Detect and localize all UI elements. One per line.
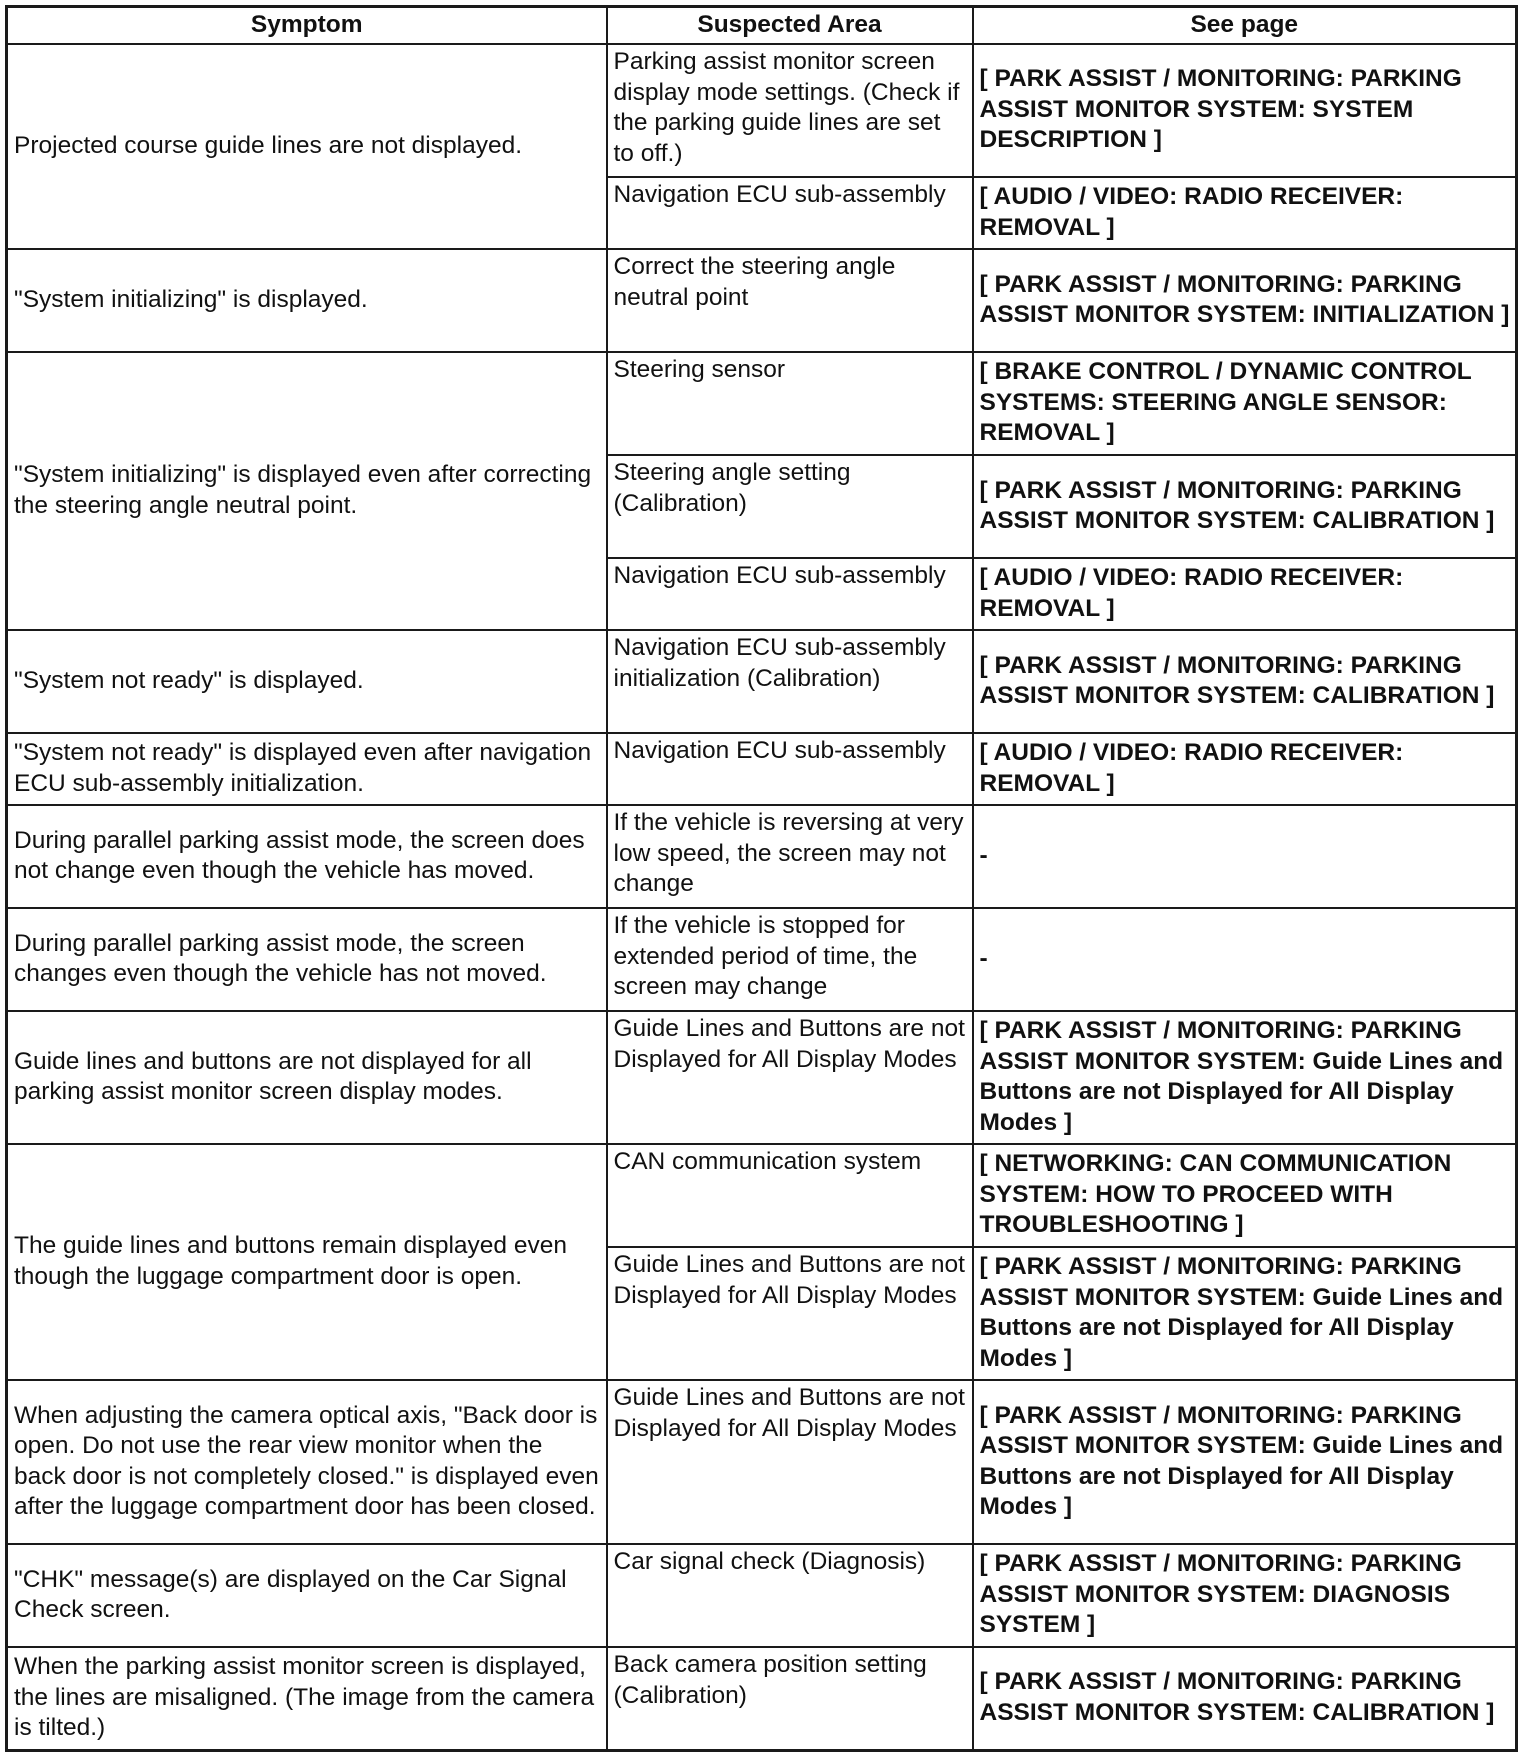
table-row — [7, 1011, 1517, 1144]
suspected-area-cell: Guide Lines and Buttons are not Displayed for All Display Modes — [607, 1380, 973, 1544]
suspected-area-cell: If the vehicle is stopped for extended period of time, the screen may change — [607, 908, 973, 1011]
troubleshooting-table — [5, 5, 1518, 1752]
table-row — [7, 630, 1517, 733]
table-row — [7, 249, 1517, 352]
see-page-link[interactable]: [ PARK ASSIST / MONITORING: PARKING ASSIST MONITOR SYSTEM: DIAGNOSIS SYSTEM ] — [973, 1544, 1517, 1647]
suspected-area-cell: CAN communication system — [607, 1144, 973, 1247]
table-row — [7, 352, 1517, 455]
symptom-cell: When the parking assist monitor screen is displayed, the lines are misaligned. (The image from the camera is tilted.) — [7, 1647, 607, 1750]
see-page-link[interactable]: [ AUDIO / VIDEO: RADIO RECEIVER: REMOVAL ] — [973, 733, 1517, 805]
symptom-cell: During parallel parking assist mode, the screen does not change even though the vehicle has moved. — [7, 805, 607, 908]
symptom-cell: "System not ready" is displayed even after navigation ECU sub-assembly initialization. — [7, 733, 607, 805]
see-page-link[interactable]: [ PARK ASSIST / MONITORING: PARKING ASSIST MONITOR SYSTEM: Guide Lines and Buttons are not Displayed for All Display Modes ] — [973, 1380, 1517, 1544]
suspected-area-cell: Back camera position setting (Calibration) — [607, 1647, 973, 1750]
symptom-cell: "System not ready" is displayed. — [7, 630, 607, 733]
symptom-cell: During parallel parking assist mode, the screen changes even though the vehicle has not moved. — [7, 908, 607, 1011]
symptom-cell: Guide lines and buttons are not displayed for all parking assist monitor screen display modes. — [7, 1011, 607, 1144]
see-page-dash: - — [973, 805, 1517, 908]
header-see-page: See page — [973, 7, 1517, 45]
see-page-link[interactable]: [ PARK ASSIST / MONITORING: PARKING ASSIST MONITOR SYSTEM: CALIBRATION ] — [973, 630, 1517, 733]
table-row — [7, 733, 1517, 805]
symptom-cell: Projected course guide lines are not displayed. — [7, 44, 607, 249]
header-row — [7, 7, 1517, 45]
suspected-area-cell: Correct the steering angle neutral point — [607, 249, 973, 352]
header-symptom: Symptom — [7, 7, 607, 45]
see-page-link[interactable]: [ PARK ASSIST / MONITORING: PARKING ASSIST MONITOR SYSTEM: CALIBRATION ] — [973, 455, 1517, 558]
see-page-link[interactable]: [ PARK ASSIST / MONITORING: PARKING ASSIST MONITOR SYSTEM: INITIALIZATION ] — [973, 249, 1517, 352]
suspected-area-cell: If the vehicle is reversing at very low speed, the screen may not change — [607, 805, 973, 908]
symptom-cell: "System initializing" is displayed even after correcting the steering angle neutral point. — [7, 352, 607, 630]
see-page-link[interactable]: [ AUDIO / VIDEO: RADIO RECEIVER: REMOVAL ] — [973, 177, 1517, 249]
troubleshooting-table-wrapper — [5, 5, 1518, 1752]
table-row — [7, 44, 1517, 177]
suspected-area-cell: Steering angle setting (Calibration) — [607, 455, 973, 558]
see-page-link[interactable]: [ PARK ASSIST / MONITORING: PARKING ASSIST MONITOR SYSTEM: Guide Lines and Buttons are not Displayed for All Display Modes ] — [973, 1011, 1517, 1144]
suspected-area-cell: Steering sensor — [607, 352, 973, 455]
see-page-link[interactable]: [ NETWORKING: CAN COMMUNICATION SYSTEM: HOW TO PROCEED WITH TROUBLESHOOTING ] — [973, 1144, 1517, 1247]
see-page-link[interactable]: [ PARK ASSIST / MONITORING: PARKING ASSIST MONITOR SYSTEM: CALIBRATION ] — [973, 1647, 1517, 1750]
suspected-area-cell: Parking assist monitor screen display mode settings. (Check if the parking guide lines are set to off.) — [607, 44, 973, 177]
see-page-link[interactable]: [ BRAKE CONTROL / DYNAMIC CONTROL SYSTEMS: STEERING ANGLE SENSOR: REMOVAL ] — [973, 352, 1517, 455]
suspected-area-cell: Guide Lines and Buttons are not Displayed for All Display Modes — [607, 1247, 973, 1380]
table-row — [7, 1647, 1517, 1750]
table-row — [7, 1144, 1517, 1247]
suspected-area-cell: Navigation ECU sub-assembly initialization (Calibration) — [607, 630, 973, 733]
symptom-cell: When adjusting the camera optical axis, "Back door is open. Do not use the rear view monitor when the back door is not completely closed." is displayed even after the luggage compartment door has been closed. — [7, 1380, 607, 1544]
header-suspected-area: Suspected Area — [607, 7, 973, 45]
suspected-area-cell: Guide Lines and Buttons are not Displayed for All Display Modes — [607, 1011, 973, 1144]
table-row — [7, 1544, 1517, 1647]
see-page-dash: - — [973, 908, 1517, 1011]
table-row — [7, 805, 1517, 908]
suspected-area-cell: Navigation ECU sub-assembly — [607, 177, 973, 249]
symptom-cell: "CHK" message(s) are displayed on the Car Signal Check screen. — [7, 1544, 607, 1647]
suspected-area-cell: Car signal check (Diagnosis) — [607, 1544, 973, 1647]
symptom-cell: "System initializing" is displayed. — [7, 249, 607, 352]
suspected-area-cell: Navigation ECU sub-assembly — [607, 733, 973, 805]
symptom-cell: The guide lines and buttons remain displayed even though the luggage compartment door is open. — [7, 1144, 607, 1380]
see-page-link[interactable]: [ PARK ASSIST / MONITORING: PARKING ASSIST MONITOR SYSTEM: Guide Lines and Buttons are not Displayed for All Display Modes ] — [973, 1247, 1517, 1380]
see-page-link[interactable]: [ AUDIO / VIDEO: RADIO RECEIVER: REMOVAL ] — [973, 558, 1517, 630]
table-row — [7, 908, 1517, 1011]
see-page-link[interactable]: [ PARK ASSIST / MONITORING: PARKING ASSIST MONITOR SYSTEM: SYSTEM DESCRIPTION ] — [973, 44, 1517, 177]
table-row — [7, 1380, 1517, 1544]
suspected-area-cell: Navigation ECU sub-assembly — [607, 558, 973, 630]
